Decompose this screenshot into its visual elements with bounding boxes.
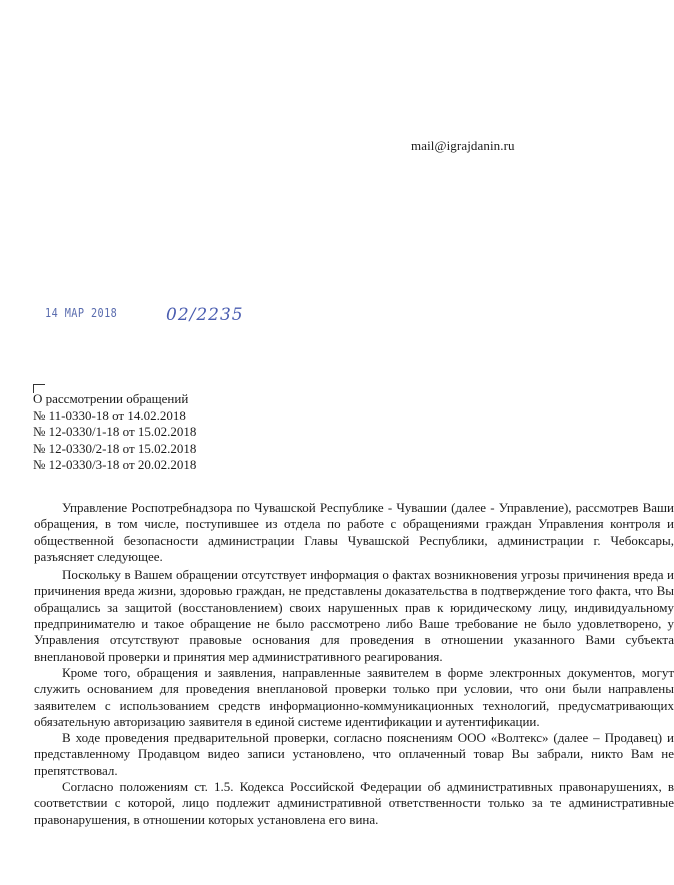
reference-subject: О рассмотрении обращений xyxy=(33,391,189,406)
reference-line: № 11-0330-18 от 14.02.2018 xyxy=(33,407,186,423)
reference-block xyxy=(33,391,196,474)
body-paragraph: Кроме того, обращения и заявления, направленные заявителем в форме электронных документов, могут служить основанием для проведения внеплановой проверки только при условии, что они были направлены заявителем с использованием средств информационно-коммуникационных технологий, предусматривающих обязательную авторизацию заявителя в единой системе идентификации и аутентификации. xyxy=(34,664,674,729)
reference-line: № 12-0330/2-18 от 15.02.2018 xyxy=(33,440,197,456)
email-address: mail@igrajdanin.ru xyxy=(411,138,515,153)
body-paragraph: Согласно положениям ст. 1.5. Кодекса Российской Федерации об административных правонарушениях, в соответствии с которой, лицо подлежит административной ответственности только за те административные правонарушения, в отношении которых установлена его вина. xyxy=(34,779,674,827)
body-paragraph: Поскольку в Вашем обращении отсутствует информация о фактах возникновения угрозы причинения вреда и причинения вреда жизни, здоровью граждан, не представлены доказательства в подтверждение того факта, что Вы обращались за защитой (восстановлением) своих нарушенных прав к юридическому лицу, индивидуальному предпринимателю и такое обращение не было рассмотрено либо Ваше требование не было удовлетворено, у Управления отсутствуют правовые основания для проведения в отношении указанного Вами субъекта внеплановой проверки и принятия мер административного реагирования. xyxy=(34,567,674,664)
body-paragraph: В ходе проведения предварительной проверки, согласно пояснениям ООО «Волтекс» (далее – Продавец) и представленному Продавцом видео записи установлено, что оплаченный товар Вы забрали, никто Вам не препятствовал. xyxy=(34,730,674,778)
letter-body xyxy=(34,500,674,828)
registration-number-handwritten: 02/2235 xyxy=(166,305,244,325)
registration-date-stamp: 14 МАР 2018 xyxy=(45,306,118,320)
body-paragraph: Управление Роспотребнадзора по Чувашской Республике - Чувашии (далее - Управление), рассмотрев Ваши обращения, в том числе, поступившее из отдела по работе с обращениями граждан Управления контроля и общественной безопасности администрации Главы Чувашской Республики, администрации г. Чебоксары, разъясняет следующее. xyxy=(34,500,674,564)
reference-line: № 12-0330/1-18 от 15.02.2018 xyxy=(33,424,197,439)
reference-line: № 12-0330/3-18 от 20.02.2018 xyxy=(33,457,197,472)
